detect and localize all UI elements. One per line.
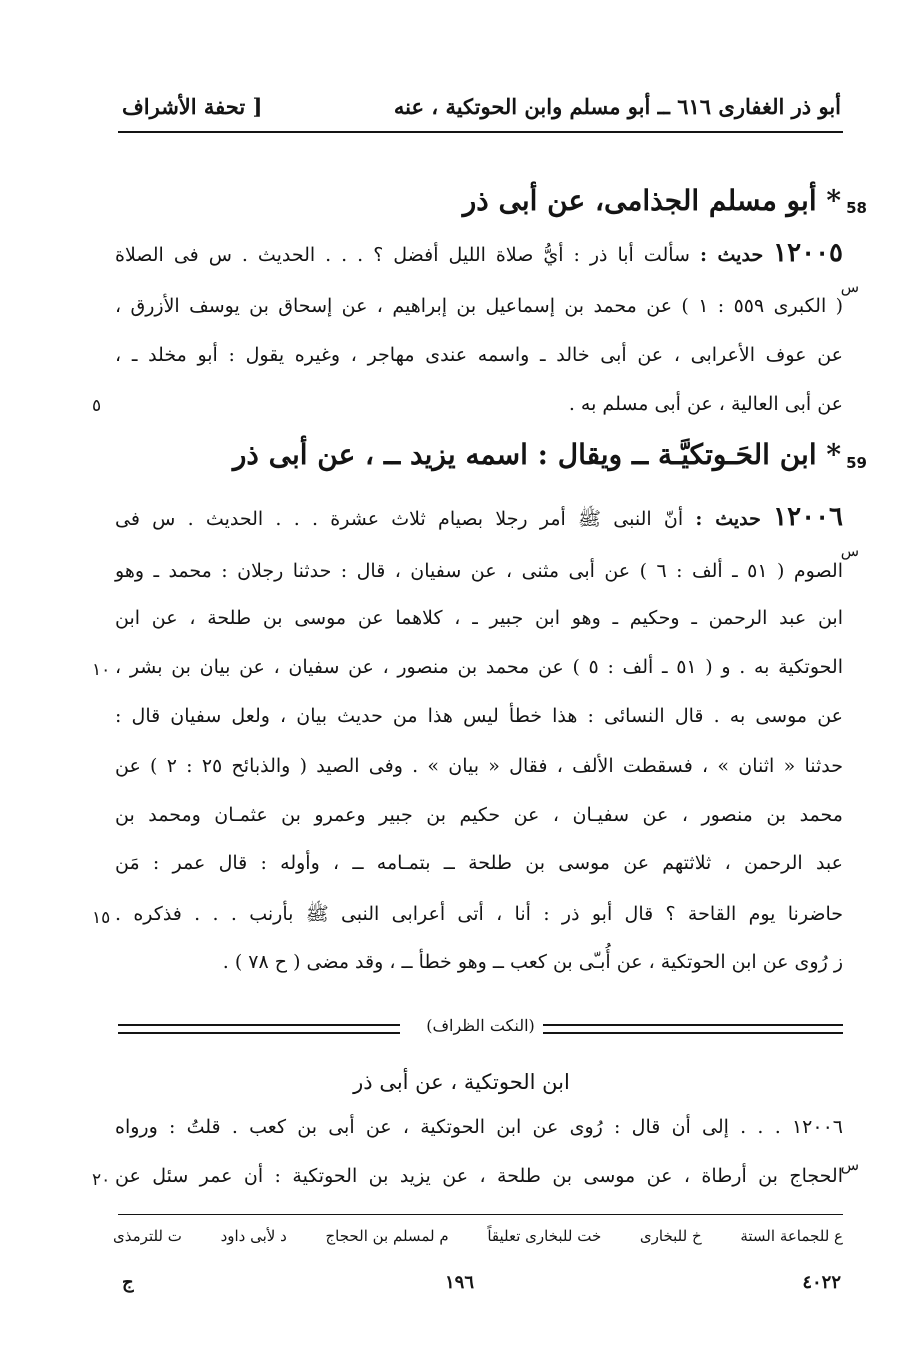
section-number-58: 58 <box>846 199 867 217</box>
hadith-12006-line-1 <box>115 502 843 535</box>
section-title-58: * أبو مسلم الجذامى، عن أبى ذر <box>462 184 841 217</box>
hadith-12006-line-4: الحوتكية به . و ( ٥١ ـ ألف : ٥ ) عن محمد بن منصور ، عن سفيان ، عن بيان بن بشر ، <box>115 656 843 678</box>
hadith-12006-line-8: عبد الرحمن ، ثلاثتهم عن موسى بن طلحة ــ بتمـامه ــ ، وأوله : قال عمر : مَن <box>115 852 843 874</box>
hadith-label: حديث : <box>695 508 761 530</box>
hadith-12006-line-3: ابن عبد الرحمن ـ وحكيم ـ وهو ابن جبير ـ ، كلاهما عن موسى بن طلحة ، عن ابن <box>115 607 843 629</box>
hadith-text: سألت أبا ذر : أيُّ صلاة الليل أفضل ؟ . . . الحديث . س فى الصلاة <box>115 244 690 266</box>
side-mark-sin: س <box>840 278 859 296</box>
side-mark-sin: س <box>840 542 859 560</box>
hadith-text: أنّ النبى ﷺ أمر رجلا بصيام ثلاث عشرة . . . الحديث . س فى <box>115 508 684 530</box>
nukat-line-1: ١٢٠٠٦ . . . إلى أن قال : رُوى عن ابن الحوتكية ، عن أبى بن كعب . قلتُ : ورواه <box>115 1116 843 1138</box>
hadith-12006-line-5: عن موسى به . قال النسائى : هذا خطأ ليس هذا من حديث بيان ، ولعل سفيان قال : <box>115 705 843 727</box>
hadith-12006-line-9: حاضرنا يوم القاحة ؟ قال أبو ذر : أنا ، أتى أعرابى النبى ﷺ بأرنب . . . فذكره . <box>115 903 843 925</box>
abbreviation-item: ت للترمذى <box>113 1227 182 1245</box>
side-mark-sin: س <box>840 1156 859 1174</box>
margin-line-number: ٢٠ <box>92 1170 111 1190</box>
footnote-rule <box>118 1214 843 1215</box>
abbreviation-item: م لمسلم بن الحجاج <box>325 1227 449 1245</box>
hadith-12005-line-1 <box>115 238 843 268</box>
hadith-12005-line-3: عن عوف الأعرابى ، عن أبى خالد ـ واسمه عندى مهاجر ، وغيره يقول : أبو مخلد ـ ، <box>115 344 843 366</box>
hadith-number: ١٢٠٠٦ <box>773 502 843 532</box>
hadith-label: حديث : <box>699 244 764 266</box>
divider-label: (النكت الظراف) <box>426 1016 535 1035</box>
hadith-12006-line-2: الصوم ( ٥١ ـ ألف : ٦ ) عن أبى مثنى ، عن سفيان ، قال : حدثنا رجلان : محمد ـ وهو <box>115 560 843 582</box>
abbreviation-item: ع للجماعة الستة <box>740 1227 843 1245</box>
nukat-divider <box>118 1016 843 1038</box>
page-number: ١٩٦ <box>445 1272 475 1293</box>
nukat-line-2: الحجاج بن أرطاة ، عن موسى بن طلحة ، عن يزيد بن الحوتكية : أن عمر سئل عن <box>115 1165 843 1187</box>
running-header-book: [ تحفة الأشراف <box>122 94 263 119</box>
nukat-heading: ابن الحوتكية ، عن أبى ذر <box>353 1070 570 1094</box>
abbreviations-row <box>113 1227 843 1245</box>
margin-line-number: ١٠ <box>92 660 111 680</box>
hadith-12006-line-6: حدثنا « اثنان » ، فسقطت الألف ، فقال « بيان » . وفى الصيد ( والذبائح ٢٥ : ٢ ) عن <box>115 755 843 777</box>
abbreviation-item: د لأبى داود <box>220 1227 287 1245</box>
running-header-title: أبو ذر الغفارى ٦١٦ ــ أبو مسلم وابن الحوتكية ، عنه <box>393 94 841 119</box>
margin-line-number: ٥ <box>92 396 102 416</box>
hadith-number: ١٢٠٠٥ <box>773 238 843 268</box>
hadith-12006-line-7: محمد بن منصور ، عن سفيـان ، عن حكيم بن جبير وعمرو بن عثمـان ومحمد بن <box>115 804 843 826</box>
hadith-12005-line-2: ( الكبرى ٥٥٩ : ١ ) عن محمد بن إسماعيل بن إبراهيم ، عن إسحاق بن يوسف الأزرق ، <box>115 295 844 317</box>
hadith-12006-line-10: ز رُوى عن ابن الحوتكية ، عن أُبـّى بن كعب ــ وهو خطأ ــ ، وقد مضى ( ح ٧٨ ) . <box>222 951 843 973</box>
footer-number-right: ٤٠٢٢ <box>802 1272 841 1293</box>
divider-rule-right <box>543 1024 843 1034</box>
abbreviation-item: خ للبخارى <box>639 1227 702 1245</box>
margin-line-number: ١٥ <box>92 908 111 928</box>
abbreviation-item: خت للبخارى تعليقاً <box>487 1227 602 1245</box>
section-title-59: * ابن الحَـوتكيَّـة ــ ويقال : اسمه يزيد ــ ، عن أبى ذر <box>232 438 841 471</box>
footer-volume-mark: ج <box>122 1272 134 1293</box>
hadith-12005-line-4: عن أبى العالية ، عن أبى مسلم به . <box>568 393 843 415</box>
header-rule <box>118 131 843 133</box>
section-number-59: 59 <box>846 454 867 472</box>
divider-rule-left <box>118 1024 400 1034</box>
